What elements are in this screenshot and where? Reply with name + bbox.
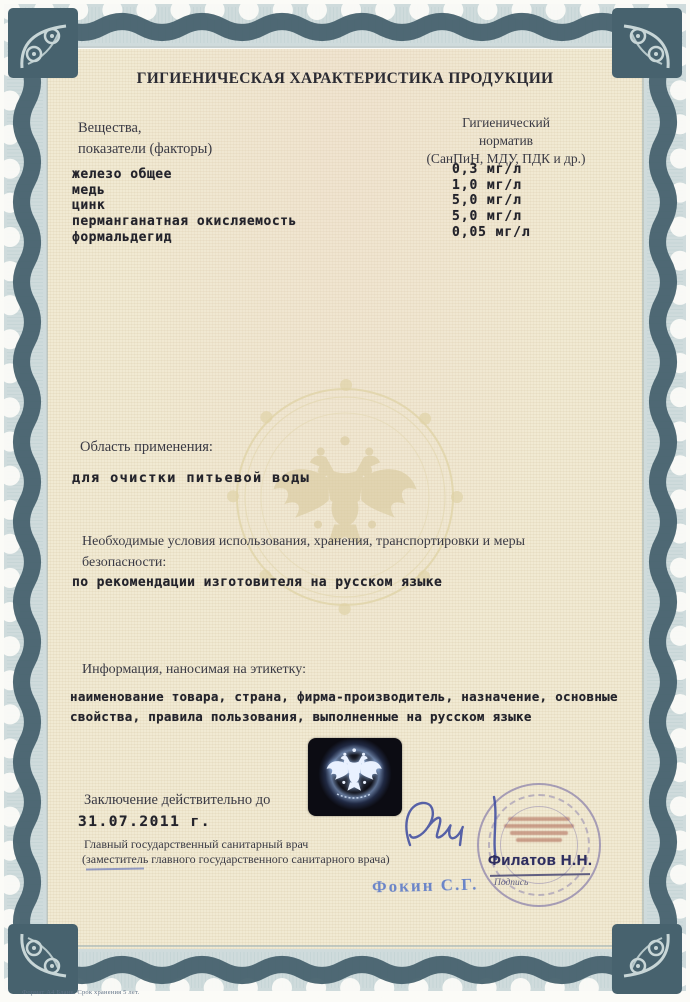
- substance-name: формальдегид: [72, 229, 172, 245]
- conditions-value: по рекомендации изготовителя на русском языке: [72, 575, 443, 590]
- substance-value-list: [452, 162, 531, 240]
- labeling-label: Информация, наносимая на этикетку:: [82, 662, 306, 677]
- column-header-norm-line1: Гигиенический: [462, 115, 550, 130]
- substance-value: 5,0 мг/л: [452, 193, 522, 209]
- column-header-norm-line2: норматив: [478, 133, 534, 148]
- substance-name: перманганатная окисляемость: [72, 214, 297, 230]
- column-header-substances: [78, 118, 212, 160]
- substance-name: железо общее: [72, 167, 172, 182]
- substance-name-list: [72, 167, 297, 245]
- substance-name: медь: [72, 182, 106, 198]
- labeling-value-line2: свойства, правила пользования, выполненные на русском языке: [70, 709, 532, 724]
- labeling-value: [70, 687, 648, 727]
- column-header-substances-line2: показатели (факторы): [78, 141, 213, 157]
- application-value: для очистки питьевой воды: [72, 470, 311, 486]
- substance-value: 0,3 мг/л: [452, 162, 522, 177]
- conditions-label-line1: Необходимые условия использования, хранения, транспортировки и меры: [82, 534, 526, 549]
- hologram-eagle-icon: [323, 746, 387, 806]
- substance-value: 0,05 мг/л: [452, 224, 531, 240]
- hologram-stamp: [308, 738, 402, 816]
- conditions-label-line2: безопасности:: [82, 554, 167, 570]
- valid-until-date: 31.07.2011 г.: [78, 814, 211, 830]
- page-title: ГИГИЕНИЧЕСКАЯ ХАРАКТЕРИСТИКА ПРОДУКЦИИ: [136, 70, 554, 87]
- official-title-line2: (заместитель главного государственного санитарного врача): [82, 852, 390, 866]
- substance-value: 1,0 мг/л: [452, 177, 522, 193]
- column-header-norm-line3: (СанПиН, МДУ, ПДК и др.): [426, 151, 586, 166]
- secondary-stamp-name: Фокин С.Г.: [371, 874, 479, 897]
- conditions-label: [82, 532, 592, 573]
- column-header-norm: [400, 114, 612, 168]
- substance-value: 5,0 мг/л: [452, 209, 522, 225]
- application-label: Область применения:: [80, 439, 213, 455]
- substance-name: цинк: [72, 198, 106, 214]
- column-header-substances-line1: Вещества,: [78, 120, 142, 136]
- official-title-line1: Главный государственный санитарный врач: [84, 837, 309, 851]
- valid-until-label: Заключение действительно до: [84, 792, 271, 808]
- form-footer-note: Формат А4 Бланк. Срок хранения 5 лет.: [22, 989, 140, 996]
- labeling-value-line1: наименование товара, страна, фирма-производитель, назначение, основные: [70, 689, 618, 704]
- stamp-official-name: Филатов Н.Н.: [488, 852, 593, 869]
- signature-caption: Подпись: [494, 878, 529, 888]
